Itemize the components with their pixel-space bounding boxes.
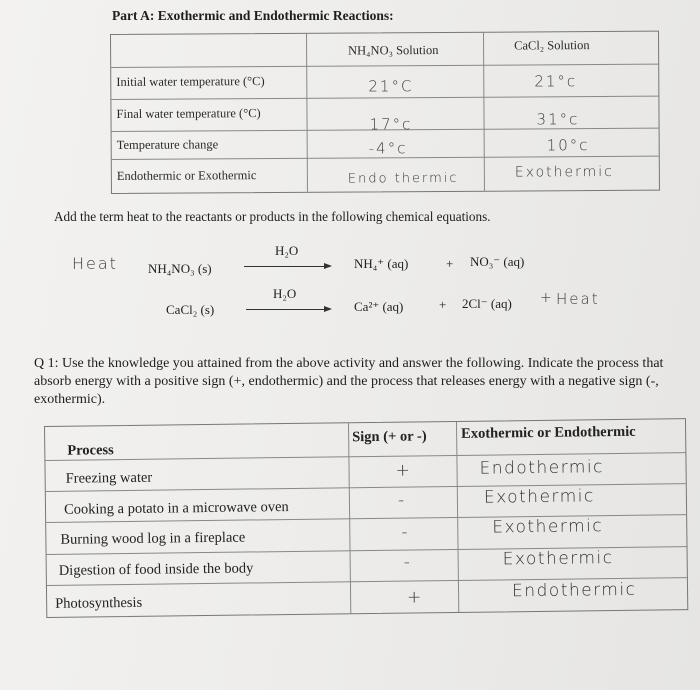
sign-digestion: -	[403, 552, 412, 573]
row-label-type: Endothermic or Exothermic	[116, 168, 257, 183]
process-digestion: Digestion of food inside the body	[58, 560, 254, 579]
process-burning: Burning wood log in a fireplace	[60, 529, 246, 548]
eq2-product2: 2Cl⁻ (aq)	[462, 296, 512, 311]
sign-burning: -	[401, 522, 410, 543]
eq1-product2: NO₃⁻ (aq)	[470, 254, 525, 269]
part-a-title: Part A: Exothermic and Endothermic Reactions:	[112, 8, 394, 23]
eq2-arrow	[246, 309, 330, 310]
q1-table	[44, 418, 688, 618]
eq2-heat-handwritten: Heat	[556, 290, 600, 308]
row-label-initial: Initial water temperature (°C)	[116, 74, 265, 89]
process-photosynthesis: Photosynthesis	[55, 594, 143, 612]
process-potato: Cooking a potato in a microwave oven	[63, 499, 289, 518]
nh4no3-type: Endo thermic	[347, 170, 459, 187]
eq2-reactant: CaCl₂ (s)	[166, 302, 215, 317]
cacl2-type: Exothermic	[514, 163, 614, 181]
eq1-product1: NH₄⁺ (aq)	[354, 256, 409, 271]
nh4no3-change: -4°c	[368, 139, 408, 158]
nh4no3-initial: 21°C	[368, 77, 414, 96]
eq1-over-arrow: H₂O	[275, 243, 299, 258]
sign-photosynthesis: +	[407, 587, 423, 608]
header-cacl2: CaCl₂ Solution	[514, 38, 590, 53]
type-freezing: Endothermic	[479, 457, 605, 479]
eq2-product1: Ca²⁺ (aq)	[354, 299, 404, 314]
type-burning: Exothermic	[492, 516, 604, 538]
type-photosynthesis: Endothermic	[511, 579, 637, 602]
instruction-text: Add the term heat to the reactants or products in the following chemical equations.	[54, 209, 491, 224]
sign-potato: -	[397, 490, 406, 511]
type-potato: Exothermic	[483, 486, 595, 508]
header-type: Exothermic or Endothermic	[461, 423, 636, 442]
nh4no3-final: 17°c	[369, 115, 413, 134]
eq2-over-arrow: H₂O	[273, 286, 297, 301]
sign-freezing: +	[395, 460, 412, 481]
row-label-change: Temperature change	[116, 137, 219, 152]
cacl2-change: 10°c	[546, 136, 590, 155]
row-label-final: Final water temperature (°C)	[116, 106, 261, 121]
header-sign: Sign (+ or -)	[352, 428, 427, 446]
eq1-arrow	[244, 266, 330, 267]
eq1-heat-handwritten: Heat	[72, 254, 118, 273]
eq2-plus-handwritten: +	[540, 290, 554, 306]
cacl2-final: 31°c	[536, 110, 580, 129]
eq2-plus: +	[439, 297, 447, 312]
process-freezing: Freezing water	[65, 469, 153, 487]
type-digestion: Exothermic	[502, 548, 614, 570]
header-process: Process	[67, 442, 114, 459]
header-nh4no3: NH₄NO₃ Solution	[348, 42, 439, 58]
eq1-plus: +	[446, 256, 454, 271]
eq1-reactant: NH₄NO₃ (s)	[148, 261, 212, 276]
part-a-table	[110, 31, 660, 194]
question-1-text: Q 1: Use the knowledge you attained from the above activity and answer the following. Indicate the process that absorb energy with a positive sign (+, endothermic) and the process that releases energy with a negative sign (-, exothermic).	[34, 356, 664, 407]
cacl2-initial: 21°c	[534, 72, 578, 91]
